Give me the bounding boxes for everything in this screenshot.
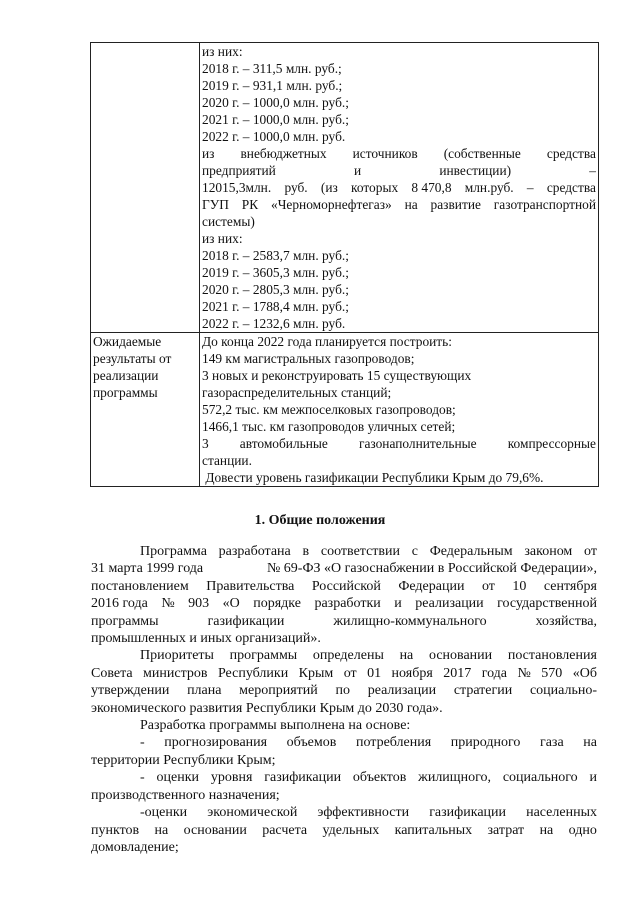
word: жилищного, (418, 770, 491, 786)
word: развитие (430, 197, 481, 212)
text-line: 3 новых и реконструировать 15 существующих (202, 368, 472, 383)
word: 12015,3млн. (202, 180, 272, 195)
word: программы (91, 613, 159, 629)
paragraph-line: экономического развития Республики Крым до 2030 года». (91, 700, 443, 716)
program-table (90, 42, 599, 487)
word: программы (229, 648, 298, 664)
word: (собственные (443, 146, 521, 161)
word: расчета (262, 822, 308, 838)
word: хозяйства, (535, 613, 597, 629)
word: - (140, 770, 145, 786)
word: объемов (286, 735, 337, 751)
word: на (583, 735, 597, 751)
paragraph-line (91, 560, 597, 577)
word: пунктов (91, 822, 140, 838)
text-line: из них: (202, 231, 243, 246)
list-item-line (91, 822, 597, 839)
word: газотранспортной (493, 197, 596, 212)
word: Приоритеты (140, 648, 214, 664)
word: потребления (355, 735, 432, 751)
text-line: 2020 г. – 2805,3 млн. руб.; (202, 282, 349, 297)
word: года (481, 665, 508, 681)
text-line (202, 196, 596, 213)
word: основании (183, 822, 247, 838)
word: газификации (429, 805, 507, 821)
word: в (302, 544, 310, 559)
word: из (202, 146, 215, 161)
word: основании (428, 648, 493, 664)
word: руб. (284, 180, 308, 195)
text-line: 2021 г. – 1788,4 млн. руб.; (202, 299, 349, 314)
word: Программа (140, 544, 207, 559)
word: мероприятий (239, 683, 318, 699)
paragraph-line: промышленных и иных организаций». (91, 631, 321, 647)
word: социального (502, 770, 578, 786)
section-body (91, 543, 597, 856)
word: сентября (543, 578, 597, 594)
word: Республики (217, 665, 289, 681)
list-item-line: домовладение; (91, 839, 179, 855)
word: «Об (572, 665, 597, 681)
word: определены (312, 648, 384, 664)
table-cell-empty (91, 43, 200, 333)
word: инвестиции) (439, 163, 512, 178)
paragraph-line: Разработка программы выполнена на основе: (140, 718, 411, 734)
word: - (140, 735, 145, 751)
text-line: 1466,1 тыс. км газопроводов уличных сетей; (202, 419, 456, 434)
word: средства (546, 146, 596, 161)
text-line: газораспределительных станций; (202, 385, 392, 400)
word: газификации (264, 770, 342, 786)
word: 10 (512, 578, 527, 594)
text-line (202, 145, 596, 162)
word: Крым (298, 665, 334, 681)
word: стратегии (453, 683, 513, 699)
word: 903 (188, 596, 210, 612)
text-line: станции. (202, 453, 252, 468)
word: от (343, 665, 357, 681)
word: уровня (210, 770, 253, 786)
text-line: Довести уровень газификации Республики Крым до 79,6%. (202, 470, 544, 485)
word: по (335, 683, 350, 699)
word: – (526, 180, 534, 195)
word: природного (450, 735, 521, 751)
word: от (584, 544, 597, 559)
word: которых (351, 180, 399, 195)
word: с (411, 544, 418, 559)
word: 8 470,8 (411, 180, 452, 195)
list-item-line (91, 734, 597, 751)
word: автомобильные (239, 436, 328, 451)
word: 570 (541, 665, 563, 681)
word: на (539, 822, 554, 838)
word: – (589, 163, 596, 178)
word: 3 (202, 436, 209, 451)
word: источников (352, 146, 418, 161)
word: компрессорные (507, 436, 596, 451)
word: объектов (352, 770, 407, 786)
word: газа (539, 735, 564, 751)
text-line: 2020 г. – 1000,0 млн. руб.; (202, 95, 349, 110)
table-row-results (91, 333, 599, 487)
word: на (154, 822, 169, 838)
paragraph-line (91, 665, 597, 682)
word: 01 (367, 665, 382, 681)
word: РК (241, 197, 259, 212)
text-line: программы (93, 385, 158, 400)
word: государственной (497, 596, 597, 612)
table-cell-financing (200, 43, 599, 333)
word: оценки (156, 770, 200, 786)
word: реализации (367, 683, 437, 699)
word: ноября (391, 665, 433, 681)
word: и (353, 163, 362, 178)
paragraph-line (91, 578, 597, 595)
text-line: реализации (93, 368, 159, 383)
word: млн.руб. (464, 180, 514, 195)
word: «О (222, 596, 240, 612)
word: одно (568, 822, 597, 838)
word: разработана (218, 544, 291, 559)
word: газификации (207, 613, 285, 629)
text-line: системы) (202, 214, 255, 229)
text-line: 2018 г. – 2583,7 млн. руб.; (202, 248, 349, 263)
word: № (161, 596, 175, 612)
text-line: из них: (202, 44, 243, 59)
word: прогнозирования (164, 735, 268, 751)
word: от (481, 578, 495, 594)
word: министров (143, 665, 208, 681)
word: постановлением (91, 578, 189, 594)
paragraph-line (91, 543, 597, 560)
text-line: Ожидаемые (93, 334, 162, 349)
paragraph-line (91, 595, 597, 612)
section-heading: 1. Общие положения (254, 513, 386, 528)
word: утверждении (91, 683, 170, 699)
list-item-line (91, 804, 597, 821)
text-line: До конца 2022 года планируется построить: (202, 334, 452, 349)
word: реализации (415, 596, 484, 612)
word: средства (546, 180, 596, 195)
text-line: 149 км магистральных газопроводов; (202, 351, 415, 366)
word: Российской (311, 578, 381, 594)
text-line: 2019 г. – 3605,3 млн. руб.; (202, 265, 349, 280)
word: затрат (487, 822, 525, 838)
table-cell-results (200, 333, 599, 487)
text-line: результаты от (93, 351, 172, 366)
word: Федерации (398, 578, 465, 594)
list-item-line (91, 769, 597, 786)
text-line: 2018 г. – 311,5 млн. руб.; (202, 61, 342, 76)
word: постановления (507, 648, 597, 664)
word: Федеральным (429, 544, 513, 559)
word: экономической (207, 805, 298, 821)
word: населенных (526, 805, 597, 821)
word: Совета (91, 665, 133, 681)
text-line (202, 179, 596, 196)
word: капитальных (394, 822, 473, 838)
word: плана (187, 683, 222, 699)
list-item-line: территории Республики Крым; (91, 752, 276, 768)
word: предприятий (202, 163, 276, 178)
word: 2016 года (91, 596, 148, 612)
paragraph-line (91, 613, 597, 630)
table-row-financing (91, 43, 599, 333)
word: на (404, 197, 418, 212)
text-line: 2022 г. – 1000,0 млн. руб. (202, 129, 346, 144)
word: № 69-ФЗ «О газоснабжении в Российской Федерации», (266, 561, 597, 577)
word: «Черноморнефтегаз» (271, 197, 392, 212)
text-line: 572,2 тыс. км межпоселковых газопроводов; (202, 402, 456, 417)
text-line: 2022 г. – 1232,6 млн. руб. (202, 316, 346, 331)
word: ГУП (202, 197, 229, 212)
list-item-line: производственного назначения; (91, 787, 280, 803)
word: Правительства (206, 578, 295, 594)
word: внебюджетных (240, 146, 327, 161)
paragraph-line (91, 682, 597, 699)
paragraph-line (91, 647, 597, 664)
text-line: 2019 г. – 931,1 млн. руб.; (202, 78, 343, 93)
word: удельных (322, 822, 380, 838)
word: на (399, 648, 414, 664)
table-cell-results-label (91, 333, 200, 487)
word: и (394, 596, 402, 612)
word: эффективности (317, 805, 410, 821)
text-line (202, 162, 596, 179)
word: законом (524, 544, 573, 559)
text-line: 2021 г. – 1000,0 млн. руб.; (202, 112, 349, 127)
word: -оценки (140, 805, 188, 821)
word: разработки (314, 596, 381, 612)
text-line (202, 435, 596, 452)
word: соответствии (320, 544, 400, 559)
word: газонаполнительные (358, 436, 477, 451)
word: 31 марта 1999 года (91, 561, 204, 577)
word: жилищно-коммунального (333, 613, 487, 629)
word: № (517, 665, 531, 681)
word: и (589, 770, 597, 786)
word: социально- (529, 683, 597, 699)
word: порядке (253, 596, 301, 612)
word: 2017 (443, 665, 472, 681)
word: (из (320, 180, 338, 195)
